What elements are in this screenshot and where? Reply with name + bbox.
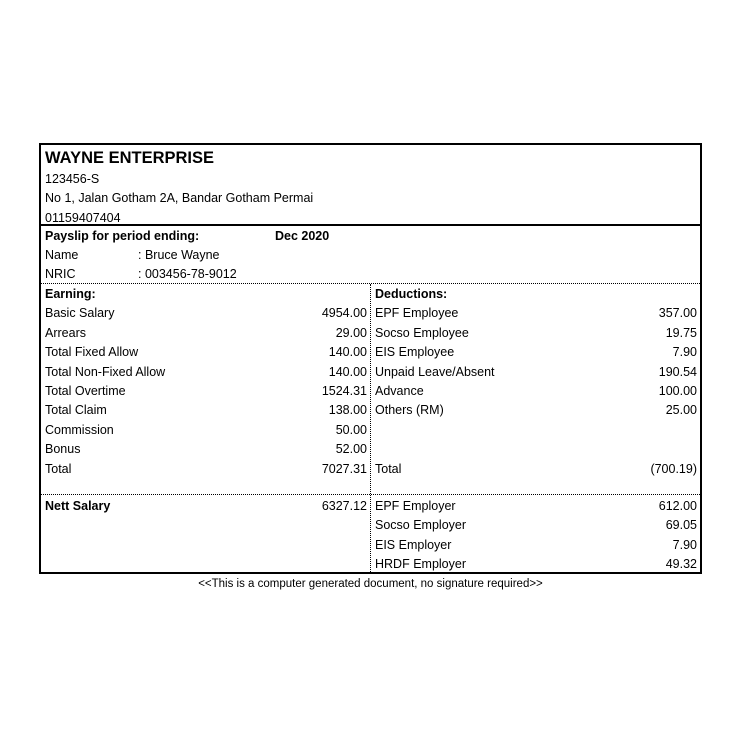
deduction-amount: 25.00: [665, 403, 697, 418]
deduction-amount: 190.54: [658, 364, 697, 379]
deduction-label: Unpaid Leave/Absent: [375, 364, 495, 379]
employer-contributions-column: [371, 495, 700, 572]
employer-rows: [371, 497, 700, 572]
employer-row: [371, 536, 700, 555]
earning-row: [41, 324, 370, 343]
earning-label: Arrears: [45, 325, 86, 340]
employer-amount: 7.90: [672, 537, 697, 552]
deduction-label: EPF Employee: [375, 306, 459, 321]
company-name: WAYNE ENTERPRISE: [45, 149, 215, 167]
earning-amount: 140.00: [328, 364, 367, 379]
earning-row: [41, 363, 370, 382]
company-phone: 01159407404: [45, 210, 121, 225]
deductions-title: Deductions:: [375, 287, 448, 301]
earning-row: [41, 421, 370, 440]
employee-nric-value: : 003456-78-9012: [138, 267, 237, 281]
employer-amount: 612.00: [658, 499, 697, 513]
employer-row: [371, 516, 700, 535]
deduction-label: EIS Employee: [375, 345, 455, 360]
employee-name-row: [45, 246, 696, 265]
company-header: [41, 145, 700, 226]
earning-label: Basic Salary: [45, 306, 115, 321]
earnings-deductions-section: [41, 284, 700, 495]
earning-row: [41, 382, 370, 401]
nett-salary-label: Nett Salary: [45, 499, 111, 513]
earning-row: [41, 460, 370, 479]
earning-label: Bonus: [45, 442, 81, 457]
deductions-rows: [371, 304, 700, 479]
employee-nric-row: [45, 265, 696, 284]
employee-name-label: Name: [45, 248, 79, 262]
earning-amount: 140.00: [328, 345, 367, 360]
earning-amount: 1524.31: [321, 383, 367, 398]
period-label: Payslip for period ending:: [45, 229, 200, 243]
deduction-row: [371, 363, 700, 382]
earnings-title: Earning:: [45, 287, 96, 301]
deduction-row: [371, 421, 700, 440]
company-registration-no: 123456-S: [45, 172, 100, 186]
deduction-row: [371, 460, 700, 479]
deduction-row: [371, 440, 700, 459]
earning-row: [41, 304, 370, 323]
nett-salary-column: [41, 495, 371, 572]
employer-row: [371, 555, 700, 572]
nett-salary-row: [41, 497, 370, 516]
earning-label: Commission: [45, 422, 114, 437]
earning-row: [41, 343, 370, 362]
company-address: No 1, Jalan Gotham 2A, Bandar Gotham Permai: [45, 191, 314, 206]
earnings-rows: [41, 304, 370, 479]
payslip-document: [39, 143, 702, 574]
deduction-amount: 19.75: [665, 325, 697, 340]
footer-note: <<This is a computer generated document, no signature required>>: [198, 578, 543, 590]
earning-amount: 7027.31: [321, 461, 367, 476]
deduction-row: [371, 343, 700, 362]
earning-amount: 4954.00: [321, 306, 367, 321]
deduction-amount: 100.00: [658, 383, 697, 398]
deduction-row: [371, 382, 700, 401]
employer-label: EPF Employer: [375, 499, 456, 513]
employer-label: EIS Employer: [375, 537, 452, 552]
employer-row: [371, 497, 700, 516]
employee-name-value: : Bruce Wayne: [138, 248, 220, 262]
earning-label: Total: [45, 461, 72, 476]
earning-label: Total Fixed Allow: [45, 345, 139, 360]
earning-row: [41, 401, 370, 420]
deduction-label: Advance: [375, 383, 424, 398]
period-row: [45, 227, 696, 246]
deduction-amount: 357.00: [658, 306, 697, 321]
period-section: [41, 226, 700, 284]
earnings-column: [41, 284, 371, 494]
deduction-row: [371, 324, 700, 343]
employer-amount: 69.05: [665, 518, 697, 533]
deduction-amount: 7.90: [672, 345, 697, 360]
deductions-column: [371, 284, 700, 494]
deduction-amount: (700.19): [650, 461, 697, 476]
deduction-row: [371, 401, 700, 420]
nett-salary-amount: 6327.12: [321, 499, 367, 513]
deduction-row: [371, 304, 700, 323]
employer-label: HRDF Employer: [375, 557, 466, 572]
earning-amount: 29.00: [335, 325, 367, 340]
employee-nric-label: NRIC: [45, 267, 76, 281]
deduction-label: Socso Employee: [375, 325, 469, 340]
earning-row: [41, 440, 370, 459]
deduction-label: Total: [375, 461, 402, 476]
period-value: Dec 2020: [275, 229, 330, 243]
employer-amount: 49.32: [665, 557, 697, 572]
earning-amount: 138.00: [328, 403, 367, 418]
earning-label: Total Overtime: [45, 383, 126, 398]
employer-label: Socso Employer: [375, 518, 467, 533]
earning-amount: 52.00: [335, 442, 367, 457]
earning-label: Total Non-Fixed Allow: [45, 364, 166, 379]
earning-amount: 50.00: [335, 422, 367, 437]
deduction-label: Others (RM): [375, 403, 444, 418]
earning-label: Total Claim: [45, 403, 107, 418]
summary-section: [41, 495, 700, 572]
